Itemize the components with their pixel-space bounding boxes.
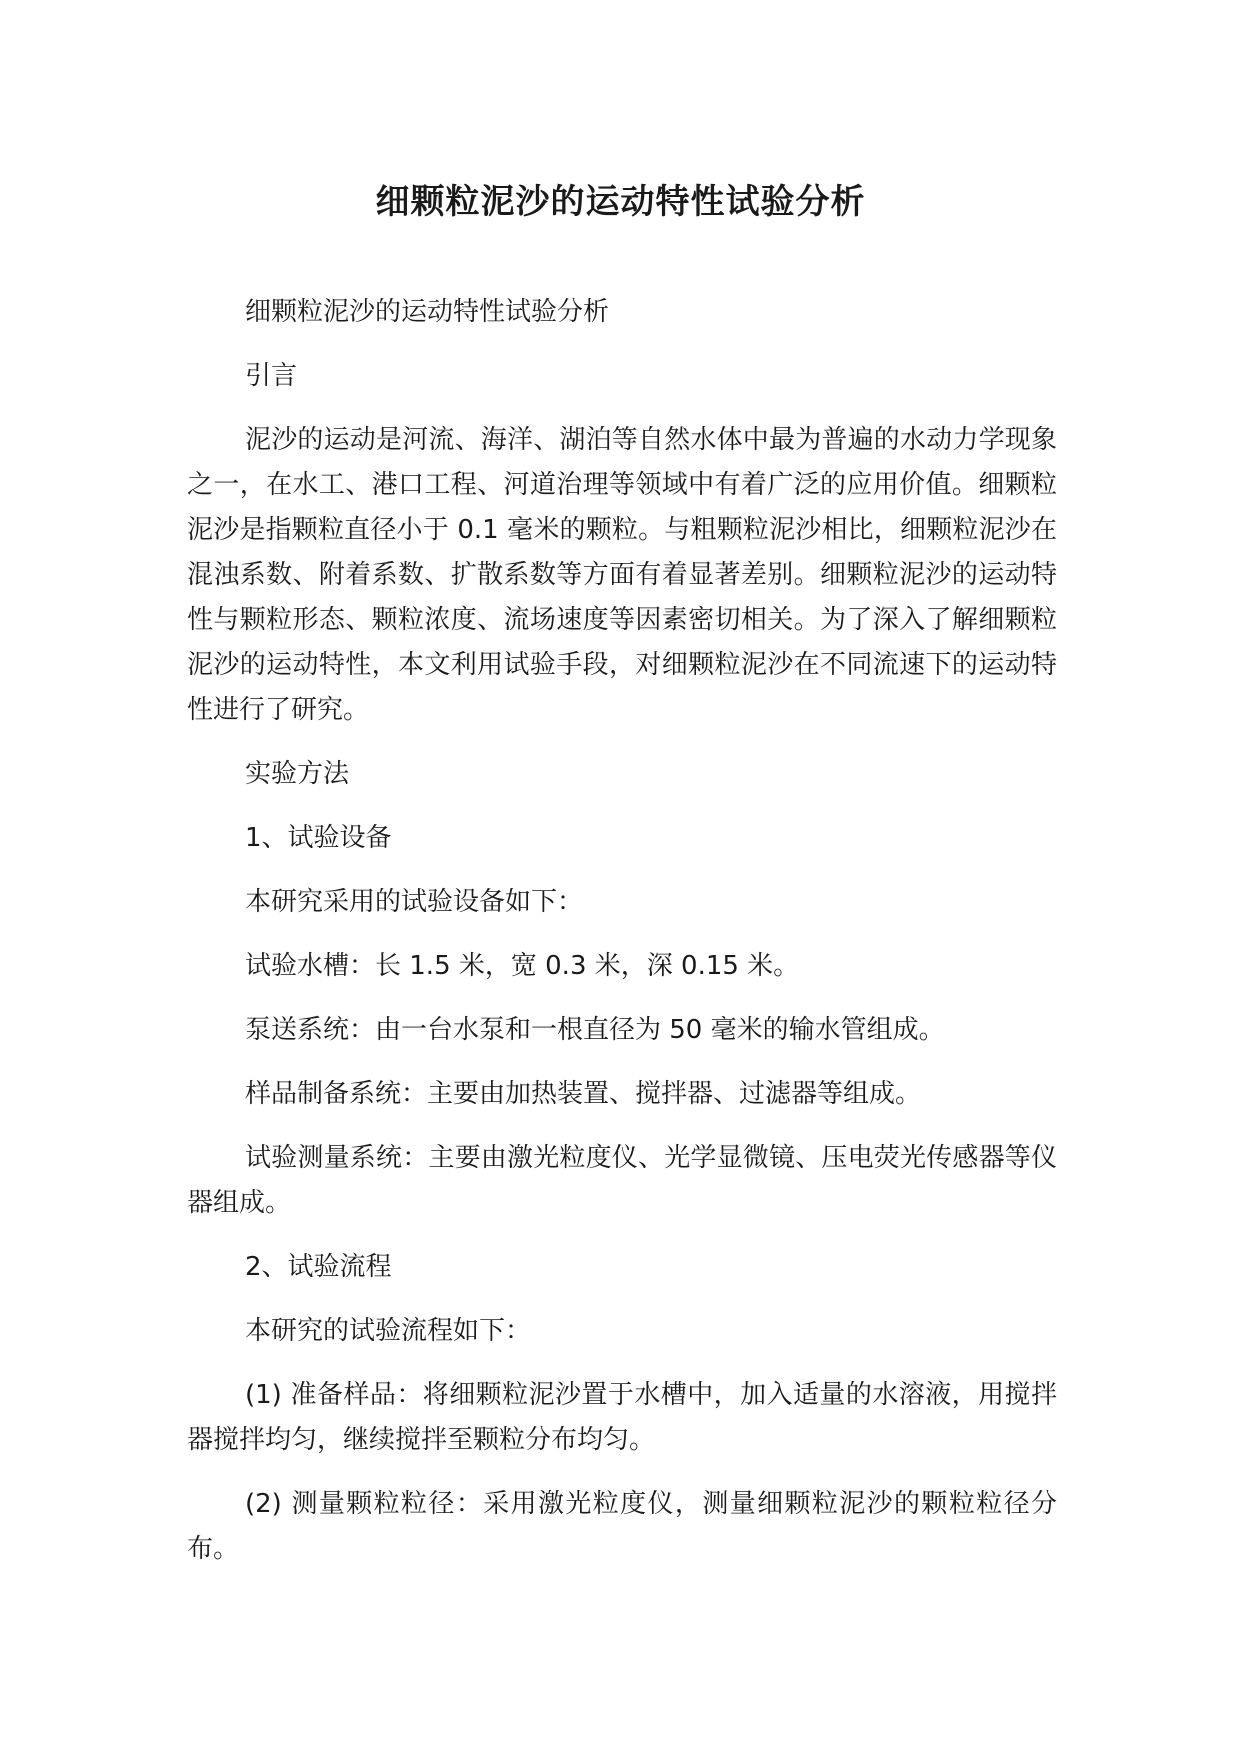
procedure-intro-paragraph: 本研究的试验流程如下：: [245, 1316, 532, 1346]
heading-methods: 实验方法: [245, 759, 350, 789]
equipment-flume-paragraph: 试验水槽：长 1.5 米，宽 0.3 米，深 0.15 米。: [245, 951, 800, 981]
equipment-measurement-paragraph: 试验测量系统：主要由激光粒度仪、光学显微镜、压电荧光传感器等仪器组成。: [187, 1143, 1057, 1218]
equipment-sample-prep-paragraph: 样品制备系统：主要由加热装置、搅拌器、过滤器等组成。: [245, 1079, 922, 1109]
document-title: 细颗粒泥沙的运动特性试验分析: [375, 182, 866, 222]
procedure-step-2-paragraph: (2) 测量颗粒粒径：采用激光粒度仪，测量细颗粒泥沙的颗粒粒径分布。: [187, 1489, 1057, 1564]
heading-procedure: 2、试验流程: [245, 1252, 392, 1282]
equipment-pump-paragraph: 泵送系统：由一台水泵和一根直径为 50 毫米的输水管组成。: [245, 1015, 945, 1045]
heading-equipment: 1、试验设备: [245, 823, 392, 853]
introduction-paragraph: 泥沙的运动是河流、海洋、湖泊等自然水体中最为普遍的水动力学现象之一，在水工、港口工程、河道治理等领域中有着广泛的应用价值。细颗粒泥沙是指颗粒直径小于 0.1 毫米的颗粒。与粗颗粒泥沙相比，细颗粒泥沙在混浊系数、附着系数、扩散系数等方面有着显著差别。细颗粒泥沙的运动特性与颗粒形态、颗粒浓度、流场速度等因素密切相关。为了深入了解细颗粒泥沙的运动特性，本文利用试验手段，对细颗粒泥沙在不同流速下的运动特性进行了研究。: [187, 425, 1057, 725]
equipment-intro-paragraph: 本研究采用的试验设备如下：: [245, 887, 584, 917]
document-body: [187, 290, 1057, 1591]
subtitle-paragraph: 细颗粒泥沙的运动特性试验分析: [245, 297, 610, 327]
heading-introduction: 引言: [245, 361, 298, 391]
procedure-step-1-paragraph: (1) 准备样品：将细颗粒泥沙置于水槽中，加入适量的水溶液，用搅拌器搅拌均匀，继续搅拌至颗粒分布均匀。: [187, 1380, 1057, 1455]
